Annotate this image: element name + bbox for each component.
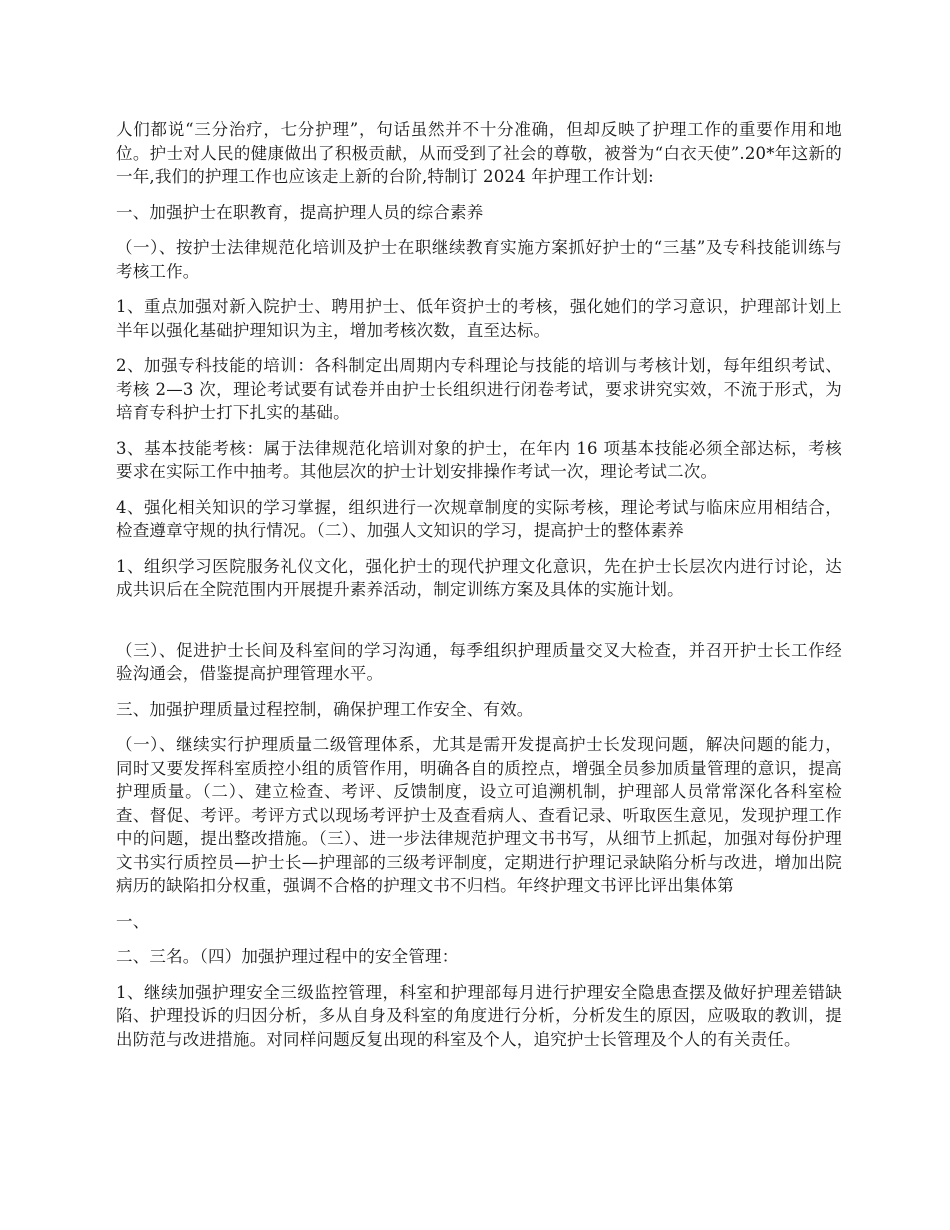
subsection-1-1: （一）、按护士法律规范化培训及护士在职继续教育实施方案抓好护士的“三基”及专科技能训练与考核工作。 <box>116 238 842 281</box>
item-paragraph: 4、强化相关知识的学习掌握，组织进行一次规章制度的实际考核，理论考试与临床应用相结合，检查遵章守规的执行情况。（二）、加强人文知识的学习，提高护士的整体素养 <box>116 497 842 540</box>
item-paragraph: 3、基本技能考核：属于法律规范化培训对象的护士，在年内 16 项基本技能必须全部达标，考核要求在实际工作中抽考。其他层次的护士计划安排操作考试一次，理论考试二次。 <box>116 438 842 481</box>
quality-control-paragraph: （一）、继续实行护理质量二级管理体系，尤其是需开发提高护士长发现问题，解决问题的能力，同时又要发挥科室质控小组的质管作用，明确各自的质控点，增强全员参加质量管理的意识，提高护理质量。（二）、建立检查、考评、反馈制度，设立可追溯机制，护理部人员常常深化各科室检查、督促、考评。考评方式以现场考评护士及查看病人、查看记录、听取医生意见，发现护理工作中的问题，提出整改措施。（三）、进一步法律规范护理文书书写，从细节上抓起，加强对每份护理文书实行质控员—护士长—护理部的三级考评制度，定期进行护理记录缺陷分析与改进，增加出院病历的缺陷扣分权重，强调不合格的护理文书不归档。年终护理文书评比评出集体第 <box>116 735 842 895</box>
section-heading-3: 三、加强护理质量过程控制，确保护理工作安全、有效。 <box>116 699 534 719</box>
item-paragraph: 2、加强专科技能的培训：各科制定出周期内专科理论与技能的培训与考核计划，每年组织考试、考核 2—3 次，理论考试要有试卷并由护士长组织进行闭卷考试，要求讲究实效，不流于形式，为培育专科护士打下扎实的基础。 <box>116 356 842 422</box>
section-heading-1: 一、加强护士在职教育，提高护理人员的综合素养 <box>116 202 484 222</box>
document-body <box>116 118 842 1063</box>
subsection-1-3: （三）、促进护士长间及科室间的学习沟通，每季组织护理质量交叉大检查，并召开护士长工作经验沟通会，借鉴提高护理管理水平。 <box>116 640 842 683</box>
item-paragraph: 1、组织学习医院服务礼仪文化，强化护士的现代护理文化意识，先在护士长层次内进行讨论，达成共识后在全院范围内开展提升素养活动，制定训练方案及具体的实施计划。 <box>116 556 842 599</box>
item-paragraph: 1、继续加强护理安全三级监控管理，科室和护理部每月进行护理安全隐患查摆及做好护理差错缺陷、护理投诉的归因分析，多从自身及科室的角度进行分析，分析发生的原因，应吸取的教训，提出防范与改进措施。对同样问题反复出现的科室及个人，追究护士长管理及个人的有关责任。 <box>116 982 842 1049</box>
subsection-heading-4: 二、三名。（四）加强护理过程中的安全管理： <box>116 947 459 966</box>
fragment-paragraph: 一、 <box>116 911 150 931</box>
item-paragraph: 1、重点加强对新入院护士、聘用护士、低年资护士的考核，强化她们的学习意识，护理部计划上半年以强化基础护理知识为主，增加考核次数，直至达标。 <box>116 297 842 340</box>
intro-paragraph: 人们都说“三分治疗，七分护理”，句话虽然并不十分准确，但却反映了护理工作的重要作用和地位。护士对人民的健康做出了积极贡献，从而受到了社会的尊敬，被誉为“白衣天使”.20*年这新的一年,我们的护理工作也应该走上新的台阶,特制订 2024 年护理工作计划: <box>116 120 842 186</box>
